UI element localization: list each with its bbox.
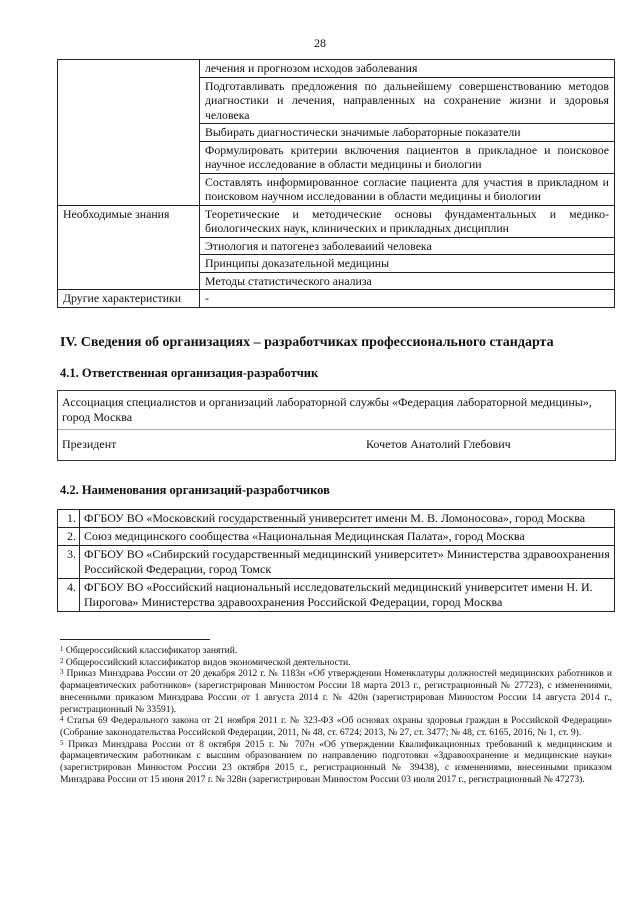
skills-row-label: Необходимые знания [58, 205, 200, 290]
skills-row-text: Формулировать критерии включения пациентов в прикладное и поисковое научное исследование в области медицины и биологии [200, 141, 615, 173]
skills-row-text: - [200, 290, 615, 308]
developer-number: 2. [58, 528, 80, 546]
skills-row-text: Принципы доказательной медицины [200, 255, 615, 273]
page-number: 28 [314, 36, 326, 50]
skills-row-text: Теоретические и методические основы фундаментальных и медико-биологических наук, клинических и прикладных дисциплин [200, 205, 615, 237]
skills-table [57, 59, 615, 308]
developer-row [58, 528, 615, 546]
footnote-mark: 2 [60, 656, 64, 665]
skills-row [58, 60, 615, 78]
footnote [60, 739, 612, 786]
developer-organization: Союз медицинского сообщества «Национальная Медицинская Палата», город Москва [80, 528, 615, 546]
developer-organization: ФГБОУ ВО «Московский государственный университет имени М. В. Ломоносова», город Москва [80, 510, 615, 528]
responsible-name: Кочетов Анатолий Глебович [366, 437, 511, 451]
developers-heading: 4.2. Наименования организаций-разработчиков [60, 483, 330, 497]
footnote-mark: 1 [60, 645, 64, 653]
responsible-signatory-row [58, 430, 615, 460]
skills-row-text: Методы статистического анализа [200, 272, 615, 290]
responsible-organization: Ассоциация специалистов и организаций лабораторной службы «Федерация лабораторной медицины», город Москва [58, 391, 615, 430]
skills-row-text: Подготавливать предложения по дальнейшему совершенствованию методов диагностики и лечения, направленных на сохранение жизни и здоровья человека [200, 77, 615, 124]
responsible-organization-box [57, 390, 616, 461]
footnote [60, 645, 612, 657]
footnote-mark: 3 [60, 668, 64, 677]
responsible-heading: 4.1. Ответственная организация-разработчик [60, 366, 319, 380]
skills-row-text: Выбирать диагностически значимые лабораторные показатели [200, 124, 615, 142]
footnotes [60, 645, 612, 785]
responsible-position: Президент [62, 437, 117, 451]
footnote [60, 657, 612, 669]
developers-table [57, 509, 615, 612]
footnote-text: Приказ Минздрава России от 8 октября 2015 г. № 707н «Об утверждении Квалификационных требований к медицинским и фармацевтическим работникам с высшим образованием по направлению подготовки «Здравоохранение и медицинские науки» (зарегистрирован Минюстом России 23 октября 2015 г., регистрационный № 39438), с изменениями, внесенными приказом Минздрава России от 15 июня 2017 г. № 328н (зарегистрирован Минюстом России 03 июля 2017 г., регистрационный № 47273). [60, 738, 612, 785]
skills-row-text: лечения и прогнозом исходов заболевания [200, 60, 615, 78]
developer-organization: ФГБОУ ВО «Сибирский государственный медицинский университет» Министерства здравоохранения Российской Федерации, город Томск [80, 546, 615, 579]
footnote-text: Приказ Минздрава России от 20 декабря 2012 г. № 1183н «Об утверждении Номенклатуры должностей медицинских работников и фармацевтических работников» (зарегистрирован Минюстом России 18 марта 2013 г., регистрационный № 27723), с изменениями, внесенными приказом Минздрава России от 1 августа 2014 г. № 420н (зарегистрирован Минюстом России 14 августа 2014 г., регистрационный № 33591). [60, 668, 613, 715]
skills-row [58, 205, 615, 237]
footnote-text: Общероссийский классификатор занятий. [65, 645, 238, 656]
footnote-mark: 5 [60, 738, 64, 747]
skills-row-text: Этиология и патогенез заболеваиий человека [200, 237, 615, 255]
footnote-separator [60, 639, 210, 640]
footnote [60, 668, 612, 715]
developer-row [58, 510, 615, 528]
developer-row [58, 579, 615, 612]
developer-organization: ФГБОУ ВО «Российский национальный исследовательский медицинский университет имени Н. И. Пирогова» Министерства здравоохранения Российской Федерации, город Москва [80, 579, 615, 612]
footnote-text: Общероссийский классификатор видов экономической деятельности. [65, 656, 351, 668]
developer-number: 4. [58, 579, 80, 612]
skills-row [58, 290, 615, 308]
skills-row-label: Другие характеристики [58, 290, 200, 308]
skills-row-label [58, 60, 200, 206]
footnote-mark: 4 [60, 715, 64, 724]
skills-row-text: Составлять информированное согласие пациента для участия в прикладном и поисковом научном исследовании в области медицины и биологии [200, 173, 615, 205]
footnote-text: Статья 69 Федерального закона от 21 ноября 2011 г. № 323-ФЗ «Об основах охраны здоровья граждан в Российской Федерации» (Собрание законодательства Российской Федерации, 2011, № 48, ст. 6724; 2013, № 27, ст. 3477; № 48, ст. 6165, 2016, № 1, ст. 9). [60, 715, 612, 738]
developer-number: 1. [58, 510, 80, 528]
section-title: IV. Сведения об организациях – разработчиках профессионального стандарта [60, 335, 554, 350]
developer-row [58, 546, 615, 579]
developer-number: 3. [58, 546, 80, 579]
footnote [60, 715, 612, 738]
